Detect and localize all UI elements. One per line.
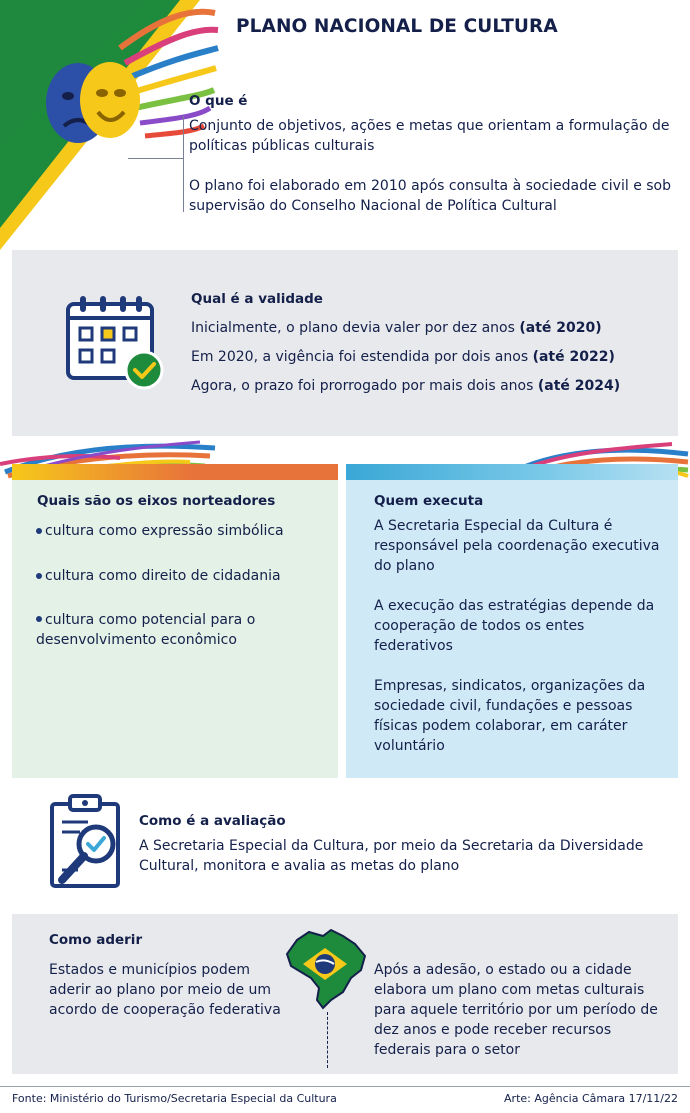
eixos-item-3-text: cultura como potencial para o desenvolvimento econômico (36, 612, 256, 648)
executa-paragraph-2: A execução das estratégias depende da cooperação de todos os entes federativos (374, 598, 655, 654)
brazil-map-icon (283, 926, 369, 1012)
validade-line-2 (191, 347, 615, 367)
validade-line-1-text: Inicialmente, o plano devia valer por dez anos (191, 320, 520, 336)
eixos-item-1-text: cultura como expressão simbólica (45, 523, 284, 539)
aderir-left-text: Estados e municípios podem aderir ao plano por meio de um acordo de cooperação federativa (49, 962, 281, 1018)
aderir-right-text: Após a adesão, o estado ou a cidade elabora um plano com metas culturais para aquele território por um período de dez anos e pode receber recursos federais para o setor (374, 962, 658, 1058)
clipboard-search-icon (48, 794, 130, 894)
page-title: PLANO NACIONAL DE CULTURA (236, 16, 558, 37)
eixos-item-2-text: cultura como direito de cidadania (45, 568, 281, 584)
o-que-e-heading: O que é (189, 93, 248, 109)
validade-line-2-date: (até 2022) (532, 349, 615, 365)
eixos-item-3 (36, 610, 298, 650)
eixos-heading: Quais são os eixos norteadores (37, 493, 276, 509)
avaliacao-text: A Secretaria Especial da Cultura, por meio da Secretaria da Diversidade Cultural, monitora e avalia as metas do plano (139, 838, 644, 874)
o-que-e-vertical-line (183, 116, 184, 212)
executa-paragraph-3: Empresas, sindicatos, organizações da sociedade civil, fundações e pessoas físicas podem colaborar, em caráter voluntário (374, 678, 646, 754)
validade-line-3 (191, 376, 620, 396)
eixos-top-bar (12, 464, 338, 480)
validade-line-1 (191, 318, 602, 338)
footer-divider (0, 1086, 690, 1087)
calendar-check-icon (64, 292, 164, 392)
bullet-icon (36, 528, 42, 534)
executa-paragraph-1: A Secretaria Especial da Cultura é responsável pela coordenação executiva do plano (374, 518, 660, 574)
theater-masks-icon (40, 48, 150, 158)
connector-line (128, 158, 184, 159)
executa-heading: Quem executa (374, 493, 484, 509)
footer-credit: Arte: Agência Câmara 17/11/22 (504, 1092, 678, 1105)
validade-line-2-text: Em 2020, a vigência foi estendida por dois anos (191, 349, 533, 365)
o-que-e-paragraph-2: O plano foi elaborado em 2010 após consulta à sociedade civil e sob supervisão do Conselho Nacional de Política Cultural (189, 178, 672, 214)
avaliacao-heading: Como é a avaliação (139, 813, 286, 829)
map-dashed-line (327, 1012, 328, 1068)
validade-line-3-date: (até 2024) (537, 378, 621, 394)
bullet-icon (36, 573, 42, 579)
eixos-item-2 (36, 566, 326, 586)
validade-heading: Qual é a validade (191, 291, 323, 307)
o-que-e-paragraph-1: Conjunto de objetivos, ações e metas que orientam a formulação de políticas públicas culturais (189, 118, 670, 154)
aderir-heading: Como aderir (49, 932, 143, 948)
validade-line-3-text: Agora, o prazo foi prorrogado por mais dois anos (191, 378, 538, 394)
executa-top-bar (346, 464, 678, 480)
eixos-item-1 (36, 521, 326, 541)
footer-source: Fonte: Ministério do Turismo/Secretaria Especial da Cultura (12, 1092, 337, 1105)
validade-line-1-date: (até 2020) (519, 320, 602, 336)
bullet-icon (36, 616, 42, 622)
